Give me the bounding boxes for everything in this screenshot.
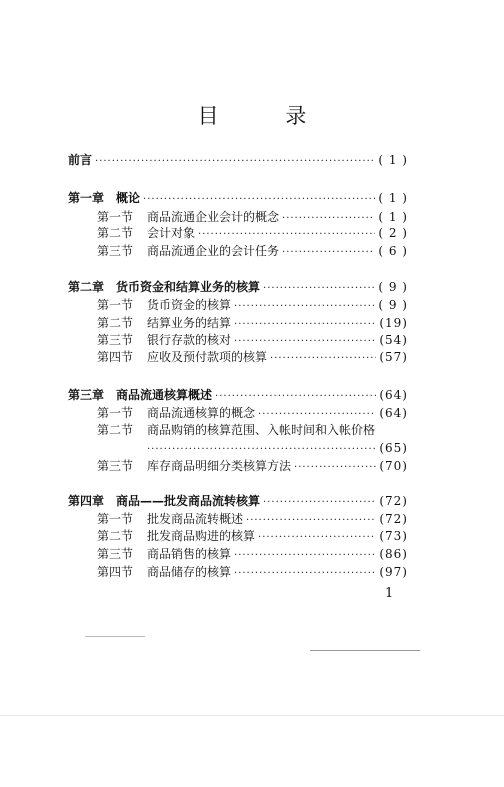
chapter-title: 概论 [116,191,141,205]
leader-dots [147,441,376,457]
chapter-number: 第二章 [68,280,105,294]
toc-section: 第一节 商品流通企业会计的概念 ····· ( 1 ) [97,208,408,226]
toc-section: 第一节 批发商品流转概述 ····· (72) [97,510,408,528]
leader-dots [263,280,375,296]
toc-chapter-3: 第三章 商品流通核算概述 ····· (64) [68,386,408,404]
leader-dots [234,298,375,314]
toc-section: 第三节 银行存款的核对 ····· (54) [97,331,408,349]
leader-dots [143,191,375,207]
page-divider [0,715,504,716]
chapter-number: 第一章 [68,191,105,205]
toc-section: 第二节 批发商品购进的核算 ····· (73) [97,527,408,545]
toc-chapter-1 [68,189,408,207]
chapter-number: 第三章 [68,388,105,402]
leader-dots [234,333,376,349]
leader-dots [234,565,376,581]
toc-section: 第四节 商品储存的核算 ····· (97) [97,563,408,581]
toc-label: 前言 [68,153,93,167]
scan-artifact-line [310,650,420,651]
toc-section: 第三节 商品销售的核算 ····· (86) [97,545,408,563]
leader-dots [258,529,376,545]
toc-chapter-4: 第四章 商品——批发商品流转核算 ····· (72) [68,492,408,510]
toc-section: 第二节 会计对象 ····· ( 2 ) [97,224,408,242]
leader-dots [258,406,376,422]
toc-section: 第四节 应收及预付款项的核算 ····· (57) [97,348,408,366]
toc-section-continuation: ····· (65) [147,439,408,457]
chapter-title: 商品流通核算概述 [116,388,213,402]
leader-dots [246,512,376,528]
toc-chapter-2: 第二章 货币资金和结算业务的核算 ····· ( 9 ) [68,278,408,296]
toc-entry-preface [68,151,408,169]
leader-dots [234,316,376,332]
chapter-title: 货币资金和结算业务的核算 [116,280,261,294]
toc-page: ( 1 ) [378,191,408,205]
chapter-number: 第四章 [68,494,105,508]
scan-artifact-line [85,636,145,637]
leader-dots [294,459,376,475]
chapter-title: 商品——批发商品流转核算 [116,494,261,508]
leader-dots [270,350,376,366]
toc-section: 第三节 库存商品明细分类核算方法 ····· (70) [97,457,408,475]
title-char-2: 录 [285,104,307,128]
leader-dots [198,226,375,242]
leader-dots [95,153,375,169]
toc-section: 第一节 商品流通核算的概念 ····· (64) [97,404,408,422]
leader-dots [234,547,376,563]
toc-page: ( 1 ) [378,153,408,167]
leader-dots [263,494,376,510]
leader-dots [215,388,376,404]
title-char-1: 目 [197,104,219,128]
toc-section: 第一节 货币资金的核算 ····· ( 9 ) [97,296,408,314]
toc-section: 第三节 商品流通企业的会计任务 ····· ( 6 ) [97,242,408,260]
page-title [0,100,504,130]
page-number: 1 [385,586,394,601]
toc-section: 第二节 结算业务的结算 ····· (19) [97,314,408,332]
toc-section-multiline: 第二节 商品购销的核算范围、入帐时间和入帐价格 [97,423,376,437]
leader-dots [282,244,375,260]
